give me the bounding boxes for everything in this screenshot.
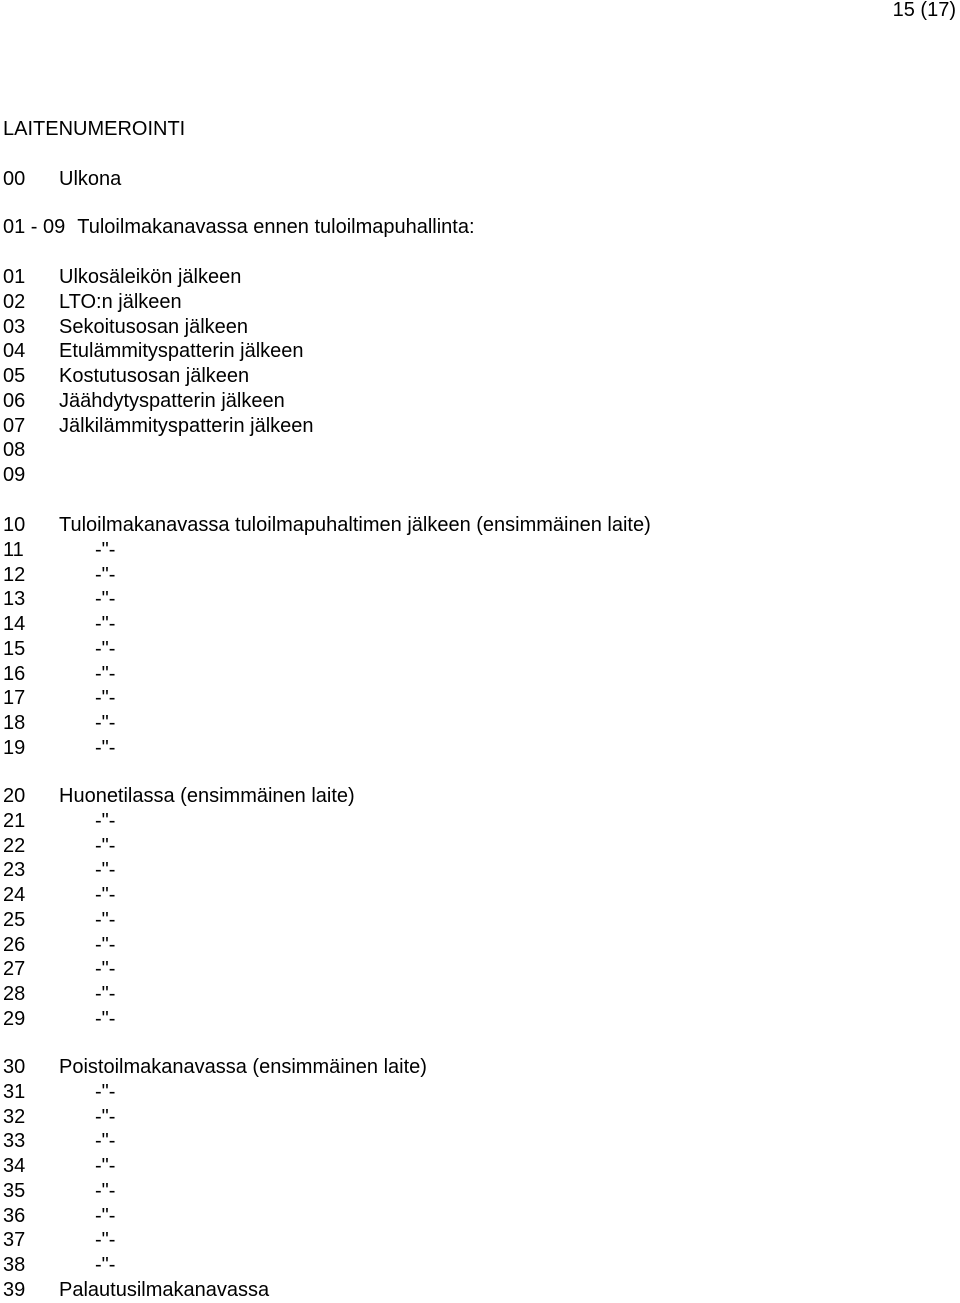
list-item — [3, 463, 59, 488]
list-item — [3, 1154, 115, 1179]
range-text: Tuloilmakanavassa ennen tuloilmapuhallinta: — [77, 216, 475, 238]
entry-text: -"- — [95, 1080, 116, 1103]
list-item — [3, 1204, 115, 1229]
list-item — [3, 1278, 269, 1303]
entry-code: 15 — [3, 637, 26, 660]
entry-text: -"- — [95, 1254, 116, 1276]
entry-text: -"- — [95, 1007, 116, 1030]
list-item — [3, 834, 115, 859]
list-item — [3, 1253, 115, 1278]
entry-code: 02 — [3, 290, 26, 313]
list-item — [3, 389, 285, 414]
list-item — [3, 1129, 115, 1154]
entry-code: 21 — [3, 809, 26, 832]
list-item — [3, 933, 115, 958]
entry-text: Ulkosäleikön jälkeen — [59, 266, 242, 288]
entry-text: -"- — [95, 884, 116, 906]
entry-code: 20 — [3, 785, 26, 807]
entry-code: 03 — [3, 315, 26, 338]
entry-text: Palautusilmakanavassa — [59, 1278, 270, 1301]
page-number: 15 (17) — [892, 0, 956, 21]
entry-text: -"- — [95, 712, 116, 734]
entry-text: -"- — [95, 1229, 116, 1252]
entry-text: -"- — [95, 613, 116, 635]
entry-text: -"- — [95, 563, 116, 586]
entry-code: 05 — [3, 365, 26, 387]
list-item — [3, 265, 241, 290]
entry-code: 08 — [3, 439, 26, 462]
entry-text: -"- — [95, 908, 116, 931]
entry-code: 38 — [3, 1254, 26, 1276]
entry-text: Kostutusosan jälkeen — [59, 365, 250, 387]
entry-text: Jäähdytyspatterin jälkeen — [59, 389, 285, 412]
entry-code: 00 — [3, 168, 26, 190]
list-item — [3, 784, 355, 809]
list-item — [3, 315, 248, 340]
list-item — [3, 414, 314, 439]
entry-text: -"- — [95, 687, 116, 710]
entry-code: 04 — [3, 340, 26, 363]
list-item — [3, 662, 115, 687]
list-item — [3, 290, 182, 315]
entry-code: 33 — [3, 1130, 26, 1153]
entry-code: 06 — [3, 389, 26, 412]
entry-code: 09 — [3, 464, 26, 486]
entry-text: Tuloilmakanavassa tuloilmapuhaltimen jälkeen (ensimmäinen laite) — [59, 514, 651, 536]
entry-outdoor — [3, 167, 121, 192]
entry-code: 11 — [3, 538, 24, 561]
list-item — [3, 957, 115, 982]
supply-range-heading — [3, 215, 475, 239]
list-item — [3, 686, 115, 711]
entry-code: 27 — [3, 958, 26, 981]
entry-text: -"- — [95, 1130, 116, 1153]
entry-text: -"- — [95, 1105, 116, 1128]
list-item — [3, 883, 115, 908]
entry-code: 07 — [3, 414, 26, 437]
list-item — [3, 1228, 115, 1253]
list-item — [3, 982, 115, 1007]
entry-code: 29 — [3, 1007, 26, 1030]
list-item — [3, 587, 115, 612]
list-item — [3, 809, 115, 834]
list-item — [3, 364, 249, 389]
list-item — [3, 736, 115, 761]
entry-text: Ulkona — [59, 168, 122, 190]
page-title: LAITENUMEROINTI — [3, 118, 186, 140]
entry-text: LTO:n jälkeen — [59, 290, 182, 313]
entry-code: 18 — [3, 712, 26, 734]
list-item — [3, 711, 115, 736]
entry-code: 37 — [3, 1229, 26, 1252]
list-item — [3, 1007, 115, 1032]
list-item — [3, 339, 304, 364]
list-item — [3, 1080, 115, 1105]
entry-text: Jälkilämmityspatterin jälkeen — [59, 414, 314, 437]
entry-text: -"- — [95, 809, 116, 832]
entry-code: 23 — [3, 859, 26, 882]
entry-text: Poistoilmakanavassa (ensimmäinen laite) — [59, 1056, 427, 1078]
entry-code: 39 — [3, 1278, 26, 1301]
entry-code: 19 — [3, 736, 26, 759]
list-item — [3, 1055, 427, 1080]
entry-text: -"- — [95, 1179, 116, 1202]
entry-code: 01 — [3, 266, 26, 288]
list-item — [3, 538, 115, 563]
entry-code: 17 — [3, 687, 26, 710]
list-item — [3, 612, 115, 637]
entry-text: -"- — [95, 958, 116, 981]
entry-code: 36 — [3, 1204, 26, 1227]
list-item — [3, 858, 115, 883]
entry-code: 10 — [3, 514, 26, 536]
entry-text: -"- — [95, 859, 116, 882]
list-item — [3, 908, 115, 933]
entry-text: -"- — [95, 538, 116, 561]
entry-text: Sekoitusosan jälkeen — [59, 315, 249, 338]
list-item — [3, 1179, 115, 1204]
entry-code: 24 — [3, 884, 26, 906]
entry-text: Huonetilassa (ensimmäinen laite) — [59, 785, 355, 807]
list-item — [3, 637, 115, 662]
entry-text: -"- — [95, 933, 116, 956]
entry-code: 13 — [3, 588, 26, 611]
entry-code: 14 — [3, 613, 26, 635]
entry-code: 35 — [3, 1179, 26, 1202]
entry-text: -"- — [95, 662, 116, 685]
entry-text: -"- — [95, 1204, 116, 1227]
list-item — [3, 1105, 115, 1130]
entry-code: 12 — [3, 563, 26, 586]
entry-text: -"- — [95, 736, 116, 759]
range-code: 01 - 09 — [3, 216, 66, 238]
entry-code: 32 — [3, 1105, 26, 1128]
entry-code: 28 — [3, 983, 26, 1005]
entry-code: 31 — [3, 1080, 26, 1103]
entry-code: 30 — [3, 1056, 26, 1078]
entry-text: -"- — [95, 983, 116, 1005]
entry-text: -"- — [95, 834, 116, 857]
list-item — [3, 513, 651, 538]
list-item — [3, 438, 59, 463]
entry-text: -"- — [95, 637, 116, 660]
entry-code: 22 — [3, 834, 26, 857]
entry-text: -"- — [95, 1155, 116, 1177]
entry-text: Etulämmityspatterin jälkeen — [59, 340, 304, 363]
entry-code: 34 — [3, 1155, 26, 1177]
entry-text: -"- — [95, 588, 116, 611]
entry-code: 16 — [3, 662, 26, 685]
entry-code: 26 — [3, 933, 26, 956]
list-item — [3, 563, 115, 588]
entry-code: 25 — [3, 908, 26, 931]
